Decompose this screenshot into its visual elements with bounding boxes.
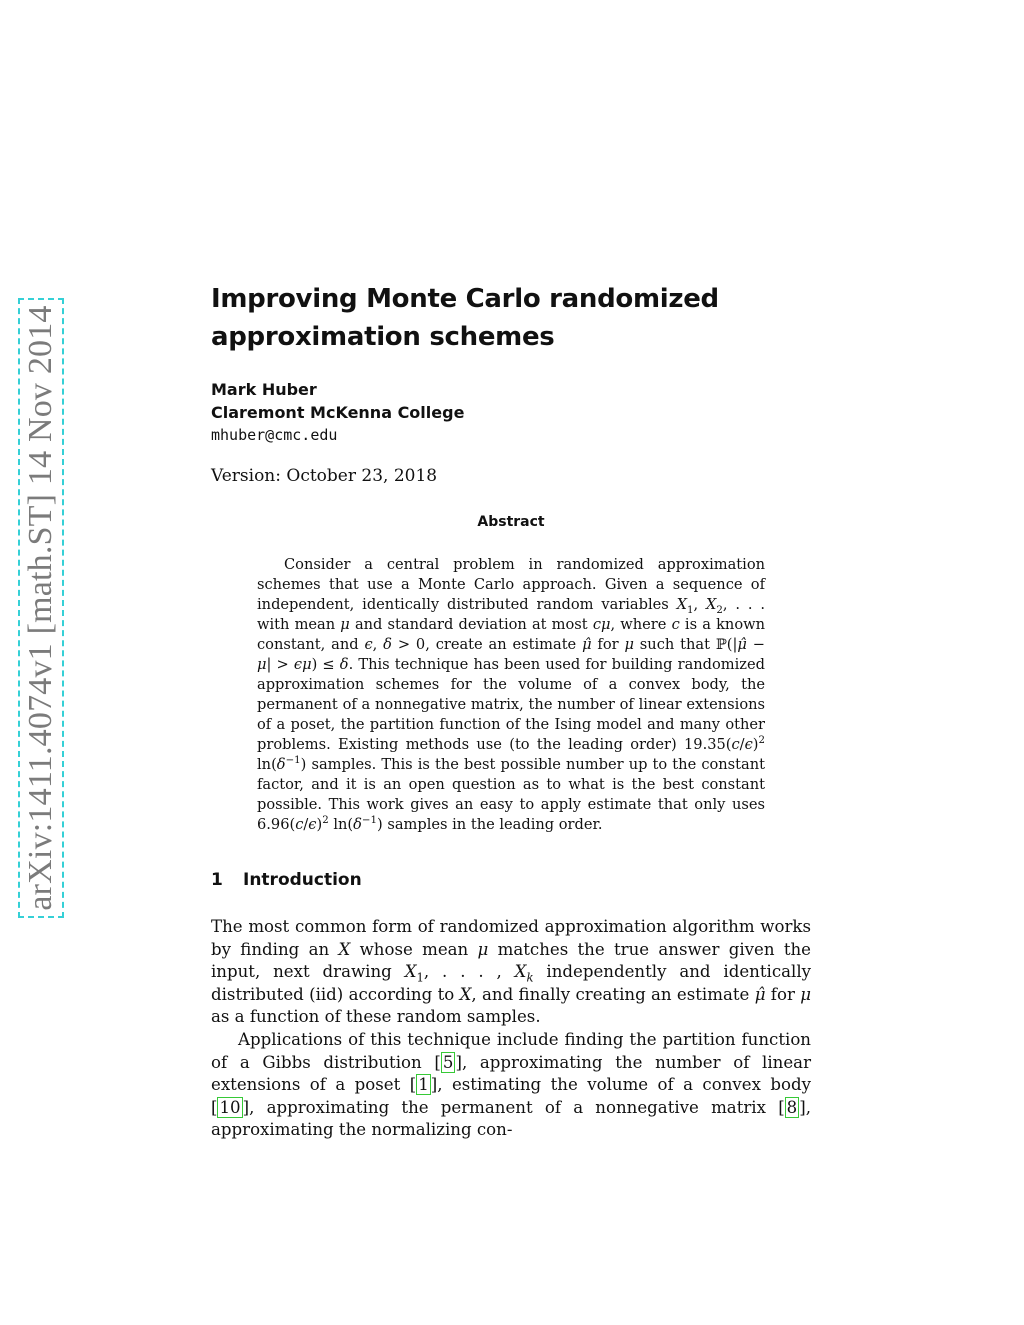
citation-link[interactable]: 5 (442, 1052, 454, 1072)
citation-link[interactable]: 10 (219, 1097, 241, 1117)
author-name: Mark Huber (211, 380, 317, 399)
arxiv-identifier: arXiv:1411.4074v1 [math.ST] 14 Nov 2014 (22, 305, 59, 911)
paper-title: Improving Monte Carlo randomized approximation schemes (211, 284, 719, 352)
author-block (211, 378, 811, 447)
introduction-body (211, 916, 811, 1142)
section-heading-introduction (211, 870, 362, 890)
intro-paragraph-2: Applications of this technique include finding the partition function of a Gibbs distribution [ 5 ], approximating the number of linear extensions of a poset [ 1 ], estimating the volume of a convex body [ 10 ], approximating the permanent of a nonnegative matrix [ 8 ], approximating the normalizing con- (211, 1029, 812, 1140)
citation-link[interactable]: 1 (418, 1075, 429, 1095)
intro-paragraph-1: The most common form of randomized approximation algorithm works by finding an X whose mean μ matches the true answer given the input, next drawing $X_1$, . . . , $X_k$ independently and identically distributed (iid) according to X, and finally creating an estimate μ̂ for μ as a function of these random samples. (211, 917, 812, 1027)
author-institution: Claremont McKenna College (211, 403, 465, 422)
section-number: 1 (211, 870, 223, 890)
abstract-text: Consider a central problem in randomized approximation schemes that use a Monte Carlo approach. Given a sequence of independent, identically distributed random variables $X_1$, $X_2$, . . . with mean μ and standard deviation at most cμ, where c is a known constant, and ϵ, δ > 0, create an estimate μ̂ for μ such that ℙ(|μ̂ − μ| > ϵμ) ≤ δ. This technique has been used for building randomized approximation schemes for the volume of a convex body, the permanent of a nonnegative matrix, the number of linear extensions of a poset, the partition function of the Ising model and many other problems. Existing methods use (to the leading order) $19.35(c/\epsilon)^2$ $\ln(\delta^{-1})$ samples. This is the best possible number up to the constant factor, and it is an open question as to what is the best constant possible. This work gives an easy to apply estimate that only uses $6.96(c/\epsilon)^2$ $\ln(\delta^{-1})$ samples in the leading order. (257, 556, 765, 833)
version-line: Version: October 23, 2018 (211, 466, 438, 486)
arxiv-side-stamp (18, 298, 64, 918)
section-title: Introduction (243, 870, 362, 890)
author-email: mhuber@cmc.edu (211, 426, 338, 444)
citation-link[interactable]: 8 (786, 1097, 798, 1117)
abstract-heading: Abstract (477, 514, 545, 530)
